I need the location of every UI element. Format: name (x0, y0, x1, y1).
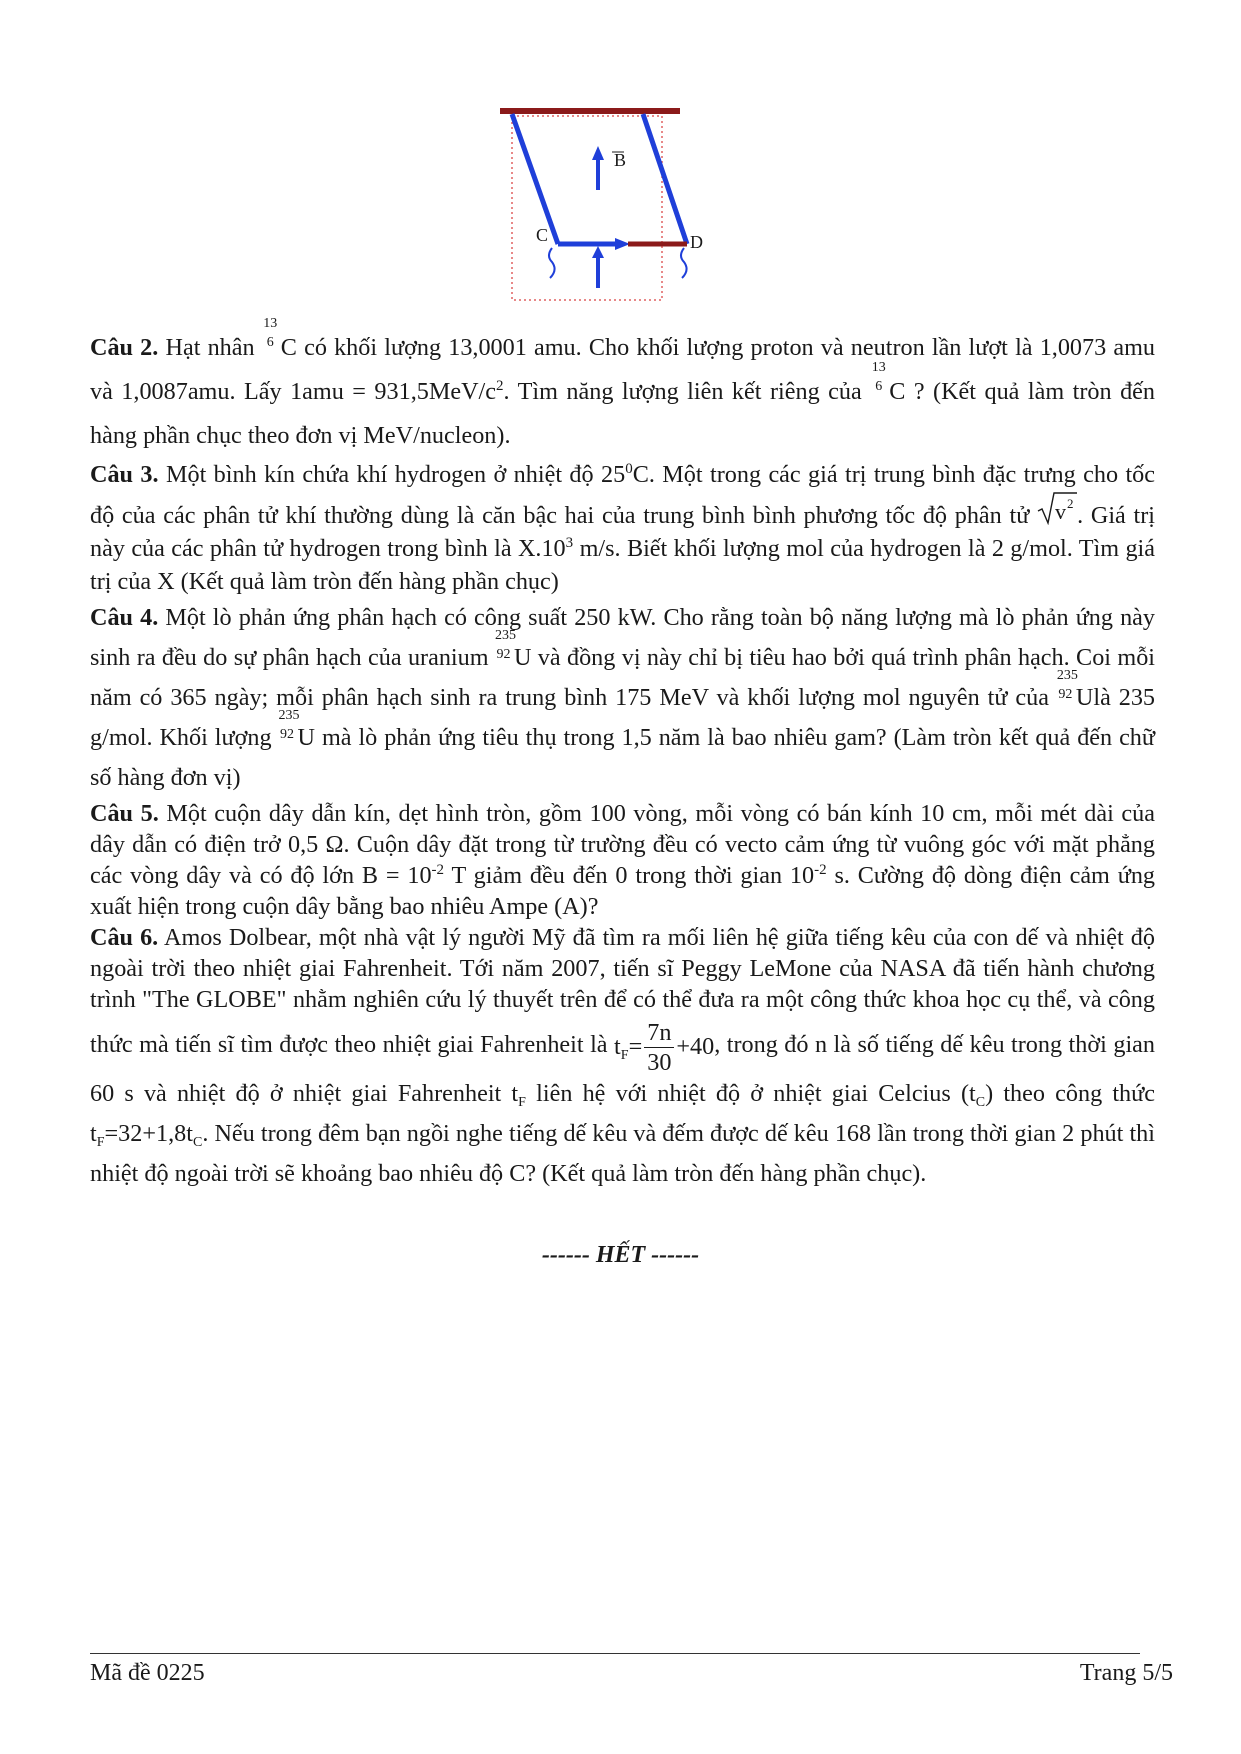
nuclide-c13: 13 6 C (871, 360, 906, 405)
svg-text:D: D (690, 232, 703, 252)
question-text: Một bình kín chứa khí hydrogen ở nhiệt độ 25 (165, 461, 626, 488)
end-marker: ------ HẾT ------ (541, 1242, 700, 1268)
question-text: ) theo công thức (985, 1080, 1155, 1107)
nuclide-u235: 235 92 U (278, 708, 315, 751)
formula-celsius: $t_F=32+1,8t_C$ (90, 1120, 203, 1150)
question-4 (90, 598, 1155, 798)
question-text: C. Một trong các giá trị trung bình đặc trưng cho tốc độ của các phân tử khí thường dùng là căn bậc hai của trung bình bình phương tốc độ phân tử (90, 461, 1156, 529)
question-label: Câu 2. (90, 334, 159, 361)
question-text: . Nếu trong đêm bạn ngồi nghe tiếng dế kêu và đếm được dế kêu 168 lần trong thời gian 2 phút thì nhiệt độ ngoài trời sẽ khoảng bao nhiêu độ C? (Kết quả làm tròn đến hàng phần chục). (90, 1120, 1155, 1187)
question-text: Một cuộn dây dẫn kín, dẹt hình tròn, gồm 100 vòng, mỗi vòng có bán kính 10 cm, mỗi mét dài của dây dẫn có điện trở 0,5 Ω. Cuộn dây đặt trong từ trường đều có vecto cảm ứng từ vuông góc với mặt phẳng các vòng dây và có độ lớn B = 10 (90, 800, 1155, 889)
nuclide-c13: 13 6 C (263, 316, 297, 361)
question-text: , trong đó n là số tiếng dế kêu trong thời gian 60 s và nhiệt độ ở nhiệt giai Fahrenheit t (90, 1031, 1155, 1107)
exam-code: Mã đề 0225 (90, 1660, 205, 1686)
formula-fahrenheit: $t_F=$ $\frac{7n}{30}$ +40 (614, 1019, 715, 1076)
question-text: có khối lượng 13,0001 amu. Cho khối lượng proton và neutron lần lượt là 1,0073 amu và 1,0087amu. Lấy 1amu = 931,5MeV/c (90, 334, 1156, 405)
svg-text:v: v (1055, 499, 1067, 524)
questions-body (90, 316, 1156, 1189)
question-text: Amos Dolbear, một nhà vật lý người Mỹ đã tìm ra mối liên hệ giữa tiếng kêu của con dế và nhiệt độ ngoài trời theo nhiệt giai Fahrenheit. Tới năm 2007, tiến sĩ Peggy LeMone của NASA đã tiến hành chương trình "The GLOBE" nhằm nghiên cứu lý thuyết trên để có thể đưa ra một công thức khoa học cụ thể, và công thức mà tiến sĩ tìm được theo nhiệt giai Fahrenheit là (90, 924, 1155, 1059)
svg-text:2: 2 (1067, 496, 1074, 511)
question-label: Câu 6. (90, 924, 159, 951)
page-number: Trang 5/5 (1079, 1660, 1173, 1686)
svg-text:C: C (536, 225, 549, 245)
question-text: T giảm đều đến 0 trong thời gian 10 (451, 862, 815, 889)
question-label: Câu 5. (90, 800, 159, 827)
question-text: liên hệ với nhiệt độ ở nhiệt giai Celcius (t (536, 1080, 976, 1107)
question-5: Câu 5. Một cuộn dây dẫn kín, dẹt hình tròn, gồm 100 vòng, mỗi vòng có bán kính 10 cm, mỗi mét dài của dây dẫn có điện trở 0,5 Ω. Cuộn dây đặt trong từ trường đều có vecto cảm ứng từ vuông góc với mặt phẳng các vòng dây và có độ lớn $B = 10^{-2}$ T giảm đều đến 0 trong thời gian $10^{-2}$ s. Cường độ dòng điện cảm ứng xuất hiện trong cuộn dây bằng bao nhiêu Ampe (A)? (90, 800, 1156, 920)
question-text: Hạt nhân (165, 334, 255, 361)
question-3: Câu 3. Một bình kín chứa khí hydrogen ở nhiệt độ $25^0C$. Một trong các giá trị trung bình đặc trưng cho tốc độ của các phân tử khí thường dùng là căn bậc hai của trung bình bình phương tốc độ phân tử v 2 . Giá trị này của các phân tử hydrogen trong bình là $X.10^3$ m/s. Biết khối lượng mol của hydrogen là 2 g/mol. Tìm giá trị của X (Kết quả làm tròn đến hàng phần chục) (90, 460, 1156, 595)
circuit-rails-diagram-icon (500, 108, 730, 308)
question-label: Câu 3. (90, 461, 159, 488)
question-label: Câu 4. (90, 604, 159, 631)
question-text: Một lò phản ứng phân hạch có công suất 250 kW. Cho rằng toàn bộ năng lượng mà lò phản ứng này sinh ra đều do sự phân hạch của uranium (90, 604, 1156, 671)
question-6: Câu 6. Amos Dolbear, một nhà vật lý người Mỹ đã tìm ra mối liên hệ giữa tiếng kêu của con dế và nhiệt độ ngoài trời theo nhiệt giai Fahrenheit. Tới năm 2007, tiến sĩ Peggy LeMone của NASA đã tiến hành chương trình "The GLOBE" nhằm nghiên cứu lý thuyết trên để có thể đưa ra một công thức khoa học cụ thể, và công thức mà tiến sĩ tìm được theo nhiệt giai Fahrenheit là $t_F=$ $\frac{7n}{30}$ +40, trong đó n là số tiếng dế kêu trong thời gian 60 s và nhiệt độ ở nhiệt giai Fahrenheit $t_F$ liên hệ với nhiệt độ ở nhiệt giai Celcius $(t_C)$ theo công thức $t_F=32+1,8t_C$. Nếu trong đêm bạn ngồi nghe tiếng dế kêu và đếm được dế kêu 168 lần trong thời gian 2 phút thì nhiệt độ ngoài trời sẽ khoảng bao nhiêu độ C? (Kết quả làm tròn đến hàng phần chục). (90, 924, 1155, 1187)
question-text: . Tìm năng lượng liên kết riêng của (503, 378, 862, 405)
question-text: ? (Kết quả làm tròn đến hàng phần chục theo đơn vị MeV/nucleon). (90, 378, 1156, 449)
rails-figure (500, 108, 730, 308)
nuclide-u235: 235 92 U (494, 628, 532, 671)
sqrt-mean-square-speed (1037, 491, 1077, 525)
question-text: là 235 g/mol. Khối lượng (90, 684, 1156, 751)
question-text: và đồng vị này chỉ bị tiêu hao bởi quá trình phân hạch. Coi mỗi năm có 365 ngày; mỗi phân hạch sinh ra trung bình 175 MeV và khối lượng mol nguyên tử của (90, 644, 1156, 711)
nuclide-u235: 235 92 U (1056, 668, 1094, 711)
question-2: Câu 2. Hạt nhân 13 6 C có khối lượng 13,0001 amu. Cho khối lượng proton và neutron lần lượt là 1,0073 amu và 1,0087amu. Lấy $1amu = 931,5MeV/c^2$. Tìm năng lượng liên kết riêng của 13 6 C ? (Kết quả làm tròn đến hàng phần chục theo đơn vị MeV/nucleon). (90, 316, 1156, 449)
svg-text:B: B (614, 150, 627, 170)
footer-divider (90, 1653, 1140, 1654)
question-text: mà lò phản ứng tiêu thụ trong 1,5 năm là bao nhiêu gam? (Làm tròn kết quả đến chữ số hàng đơn vị) (90, 724, 1156, 791)
question-text: s. Cường độ dòng điện cảm ứng xuất hiện trong cuộn dây bằng bao nhiêu Ampe (A)? (90, 862, 1156, 920)
question-text: . Giá trị này của các phân tử hydrogen trong bình là X.10 (90, 502, 1156, 562)
question-text: m/s. Biết khối lượng mol của hydrogen là 2 g/mol. Tìm giá trị của X (Kết quả làm tròn đến hàng phần chục) (90, 535, 1156, 595)
